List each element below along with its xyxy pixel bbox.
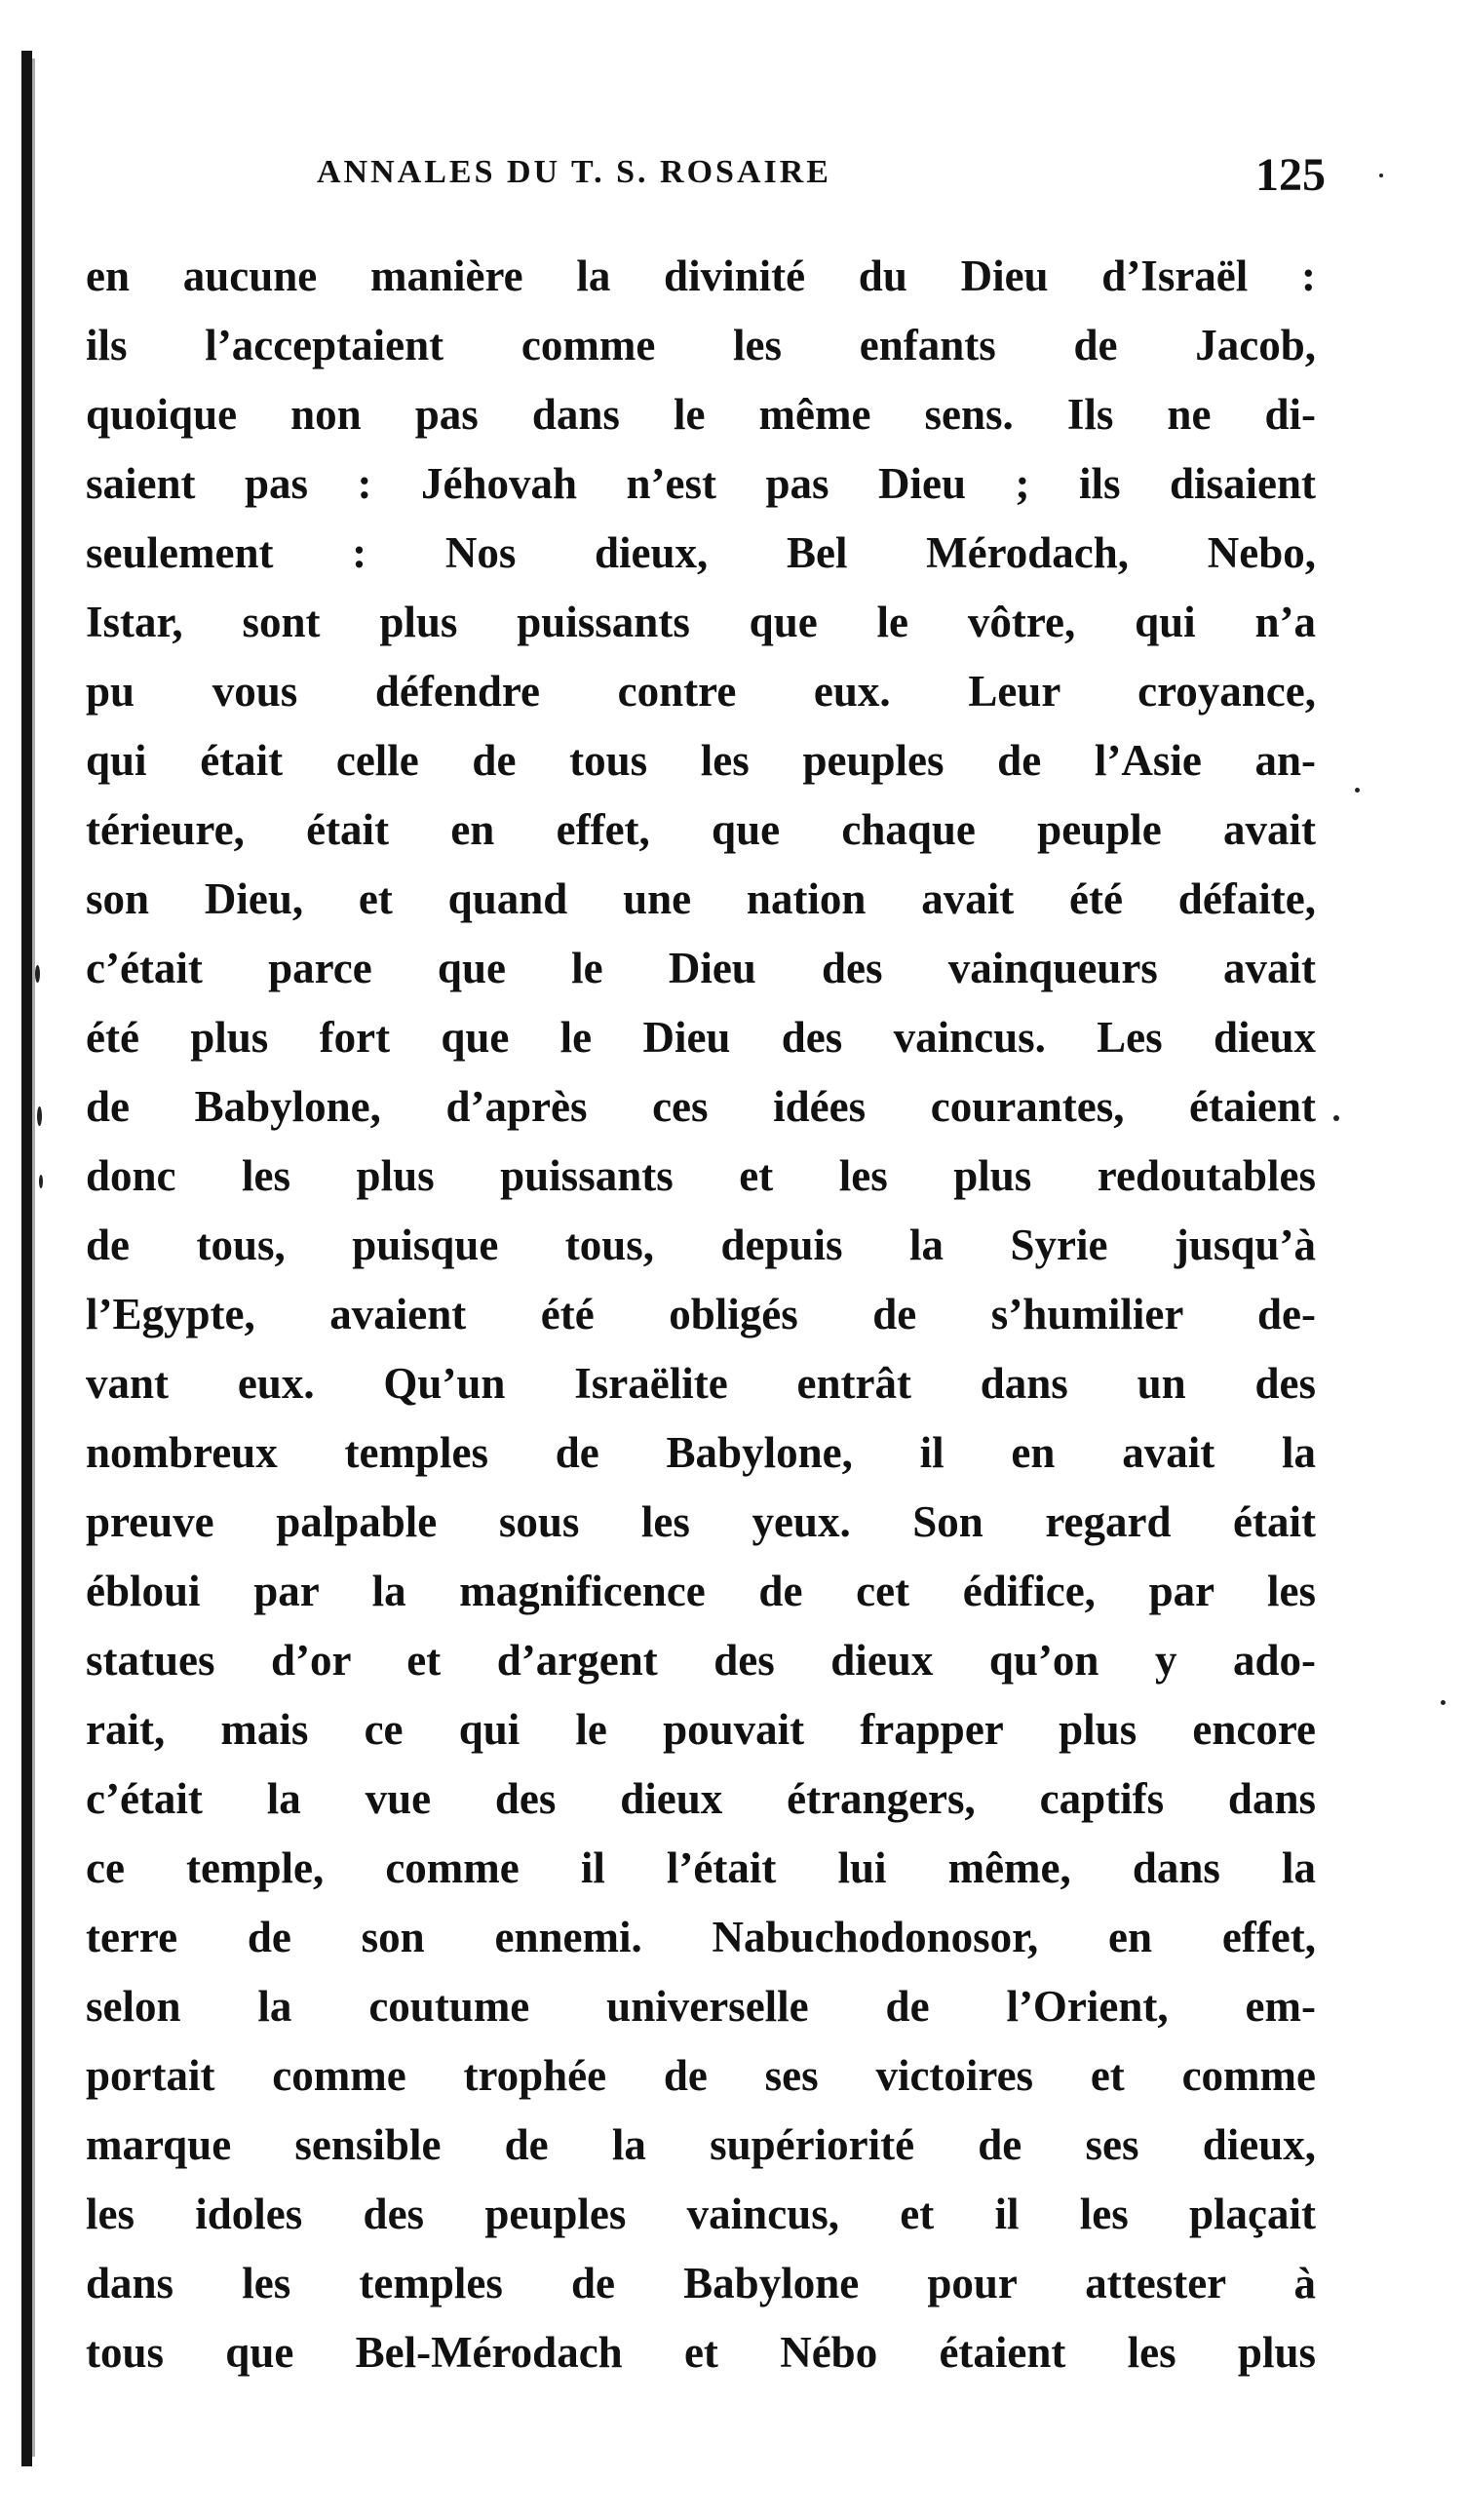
text-line: donc les plus puissants et les plus redoutables <box>86 1151 1316 1200</box>
ink-speck <box>1379 174 1383 177</box>
text-line: c’était la vue des dieux étrangers, captifs dans <box>86 1774 1316 1823</box>
text-line: l’Egypte, avaient été obligés de s’humilier de- <box>86 1290 1316 1338</box>
text-line: portait comme trophée de ses victoires et comme <box>86 2051 1316 2100</box>
text-line: de tous, puisque tous, depuis la Syrie jusqu’à <box>86 1221 1316 1269</box>
body-text <box>86 242 1316 2387</box>
text-line: son Dieu, et quand une nation avait été défaite, <box>86 874 1316 923</box>
text-line: c’était parce que le Dieu des vainqueurs avait <box>86 944 1316 992</box>
text-line: terre de son ennemi. Nabuchodonosor, en effet, <box>86 1913 1316 1961</box>
ink-speck <box>1441 1700 1446 1705</box>
text-line: Istar, sont plus puissants que le vôtre, qui n’a <box>86 598 1316 646</box>
text-line: ébloui par la magnificence de cet édifice, par les <box>86 1567 1316 1615</box>
text-line: nombreux temples de Babylone, il en avait la <box>86 1428 1316 1477</box>
text-line: pu vous défendre contre eux. Leur croyance, <box>86 667 1316 716</box>
text-line: tous que Bel-Mérodach et Nébo étaient les plus <box>86 2328 1316 2377</box>
binding-edge <box>21 51 32 2466</box>
text-line: les idoles des peuples vaincus, et il les plaçait <box>86 2190 1316 2238</box>
ink-speck <box>1355 788 1360 793</box>
text-line: en aucune manière la divinité du Dieu d’Israël : <box>86 252 1316 300</box>
text-line: saient pas : Jéhovah n’est pas Dieu ; ils disaient <box>86 459 1316 508</box>
text-line: dans les temples de Babylone pour attester à <box>86 2259 1316 2307</box>
text-line: seulement : Nos dieux, Bel Mérodach, Nebo, <box>86 528 1316 577</box>
page-number: 125 <box>1255 149 1326 201</box>
ink-speck <box>39 1175 43 1188</box>
text-line: selon la coutume universelle de l’Orient, em- <box>86 1982 1316 2031</box>
text-line: marque sensible de la supériorité de ses dieux, <box>86 2120 1316 2169</box>
ink-speck <box>35 965 40 983</box>
page-header <box>317 148 1326 207</box>
binding-edge-shadow <box>32 58 35 2457</box>
ink-speck <box>37 1106 42 1126</box>
text-line: vant eux. Qu’un Israëlite entrât dans un des <box>86 1359 1316 1408</box>
text-line: preuve palpable sous les yeux. Son regard était <box>86 1497 1316 1546</box>
text-line: ce temple, comme il l’était lui même, dans la <box>86 1843 1316 1892</box>
text-line: rait, mais ce qui le pouvait frapper plus encore <box>86 1705 1316 1754</box>
text-line: été plus fort que le Dieu des vaincus. Les dieux <box>86 1013 1316 1062</box>
text-line: ils l’acceptaient comme les enfants de Jacob, <box>86 321 1316 369</box>
text-line: térieure, était en effet, que chaque peuple avait <box>86 805 1316 854</box>
text-line: de Babylone, d’après ces idées courantes, étaient <box>86 1082 1316 1131</box>
running-title: ANNALES DU T. S. ROSAIRE <box>317 154 831 190</box>
text-line: qui était celle de tous les peuples de l’Asie an- <box>86 736 1316 785</box>
ink-speck <box>1333 1115 1339 1121</box>
text-line: statues d’or et d’argent des dieux qu’on y ado- <box>86 1636 1316 1685</box>
text-line: quoique non pas dans le même sens. Ils ne di- <box>86 390 1316 439</box>
